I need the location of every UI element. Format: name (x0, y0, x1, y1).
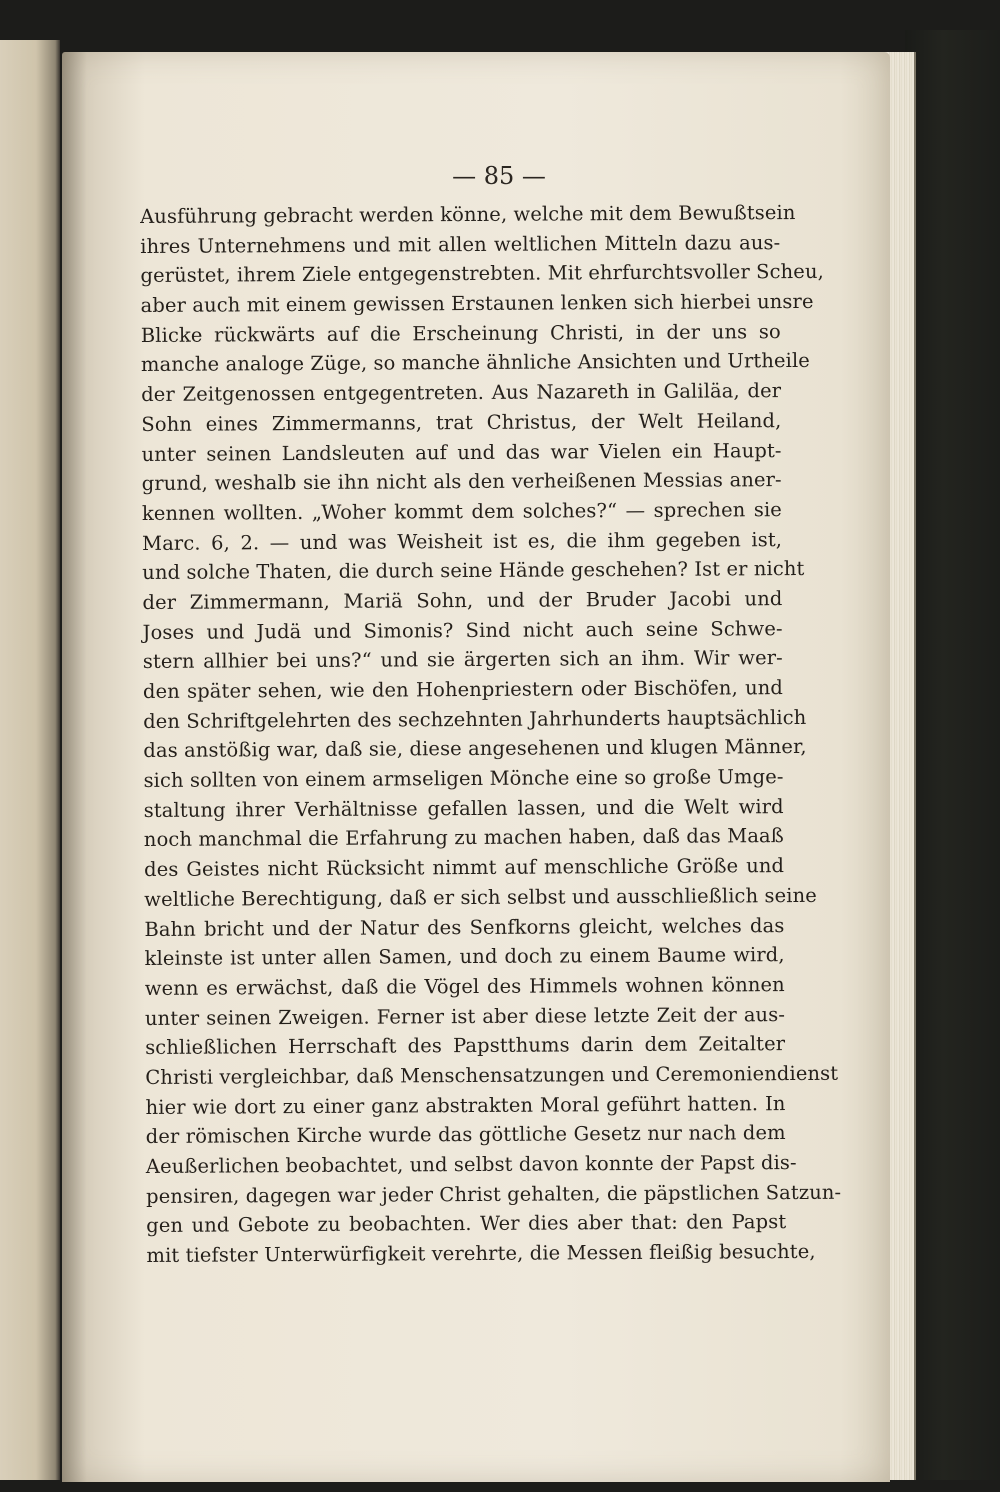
text-line: Bahn bricht und der Natur des Senfkorns gleicht, welches das (144, 913, 785, 941)
text-line: Christi vergleichbar, daß Menschensatzungen und Ceremoniendienst (145, 1061, 839, 1089)
text-line: den später sehen, wie den Hohenpriestern oder Bischöfen, und (142, 676, 784, 703)
text-line: kennen wollten. „Woher kommt dem solches?“ — sprechen sie (141, 497, 782, 525)
facing-page-edge (0, 40, 60, 1480)
text-line: Blicke rückwärts auf die Erscheinung Christi, in der uns so (140, 319, 781, 347)
body-text (140, 198, 842, 1271)
text-line: schließlichen Herrschaft des Papstthums darin dem Zeitalter (145, 1032, 786, 1060)
text-line: mit tiefster Unterwürfigkeit verehrte, die Messen fleißig besuchte, (146, 1239, 816, 1268)
text-line: Aeußerlichen beobachtet, und selbst davon konnte der Papst dis- (145, 1151, 797, 1178)
text-line: pensiren, dagegen war jeder Christ gehalten, die päpstlichen Satzun- (146, 1180, 842, 1208)
book-cover-edge (905, 30, 1000, 1480)
text-line: das anstößig war, daß sie, diese angesehenen und klugen Männer, (143, 735, 807, 763)
text-line: der römischen Kirche wurde das göttliche Gesetz nur nach dem (145, 1121, 786, 1149)
text-line: unter seinen Zweigen. Ferner ist aber diese letzte Zeit der aus- (144, 1002, 786, 1030)
text-line: hier wie dort zu einer ganz abstrakten Moral geführt hatten. In (145, 1091, 786, 1119)
text-line: gen und Gebote zu beobachten. Wer dies aber that: den Papst (146, 1210, 787, 1238)
text-line: noch manchmal die Erfahrung zu machen haben, daß das Maaß (143, 824, 784, 852)
text-line: grund, weshalb sie ihn nicht als den verheißenen Messias aner- (141, 468, 782, 496)
text-line: der Zeitgenossen entgegentreten. Aus Nazareth in Galiläa, der (141, 379, 782, 407)
text-line: der Zimmermann, Mariä Sohn, und der Bruder Jacobi und (142, 587, 783, 614)
text-line: wenn es erwächst, daß die Vögel des Himmels wohnen können (144, 972, 785, 1000)
text-line: des Geistes nicht Rücksicht nimmt auf menschliche Größe und (144, 854, 785, 882)
text-line: stern allhier bei uns?“ und sie ärgerten sich an ihm. Wir wer- (142, 646, 783, 674)
text-line: und solche Thaten, die durch seine Hände geschehen? Ist er nicht (142, 557, 805, 585)
text-line: manche analoge Züge, so manche ähnliche Ansichten und Urtheile (140, 349, 810, 377)
text-line: gerüstet, ihrem Ziele entgegenstrebten. Mit ehrfurchtsvoller Scheu, (140, 260, 824, 288)
text-line: sich sollten von einem armseligen Mönche eine so große Umge- (143, 765, 784, 793)
page-number: — 85 — (452, 162, 546, 190)
text-line: aber auch mit einem gewissen Erstaunen lenken sich hierbei unsre (140, 289, 814, 318)
text-line: Joses und Judä und Simonis? Sind nicht auch seine Schwe- (142, 616, 783, 644)
text-line: Sohn eines Zimmermanns, trat Christus, der Welt Heiland, (141, 408, 782, 436)
text-line: Ausführung gebracht werden könne, welche mit dem Bewußtsein (140, 200, 796, 228)
text-line: den Schriftgelehrten des sechzehnten Jahrhunderts hauptsächlich (143, 705, 807, 733)
text-line: ihres Unternehmens und mit allen weltlichen Mitteln dazu aus- (140, 230, 781, 258)
text-line: kleinste ist unter allen Samen, und doch zu einem Baume wird, (144, 943, 785, 971)
text-line: Marc. 6, 2. — und was Weisheit ist es, die ihm gegeben ist, (142, 527, 783, 555)
text-line: staltung ihrer Verhältnisse gefallen lassen, und die Welt wird (143, 794, 784, 822)
book-page (62, 52, 890, 1482)
text-line: unter seinen Landsleuten auf und das war Vielen ein Haupt- (141, 438, 782, 466)
text-line: weltliche Berechtigung, daß er sich selbst und ausschließlich seine (144, 883, 817, 911)
